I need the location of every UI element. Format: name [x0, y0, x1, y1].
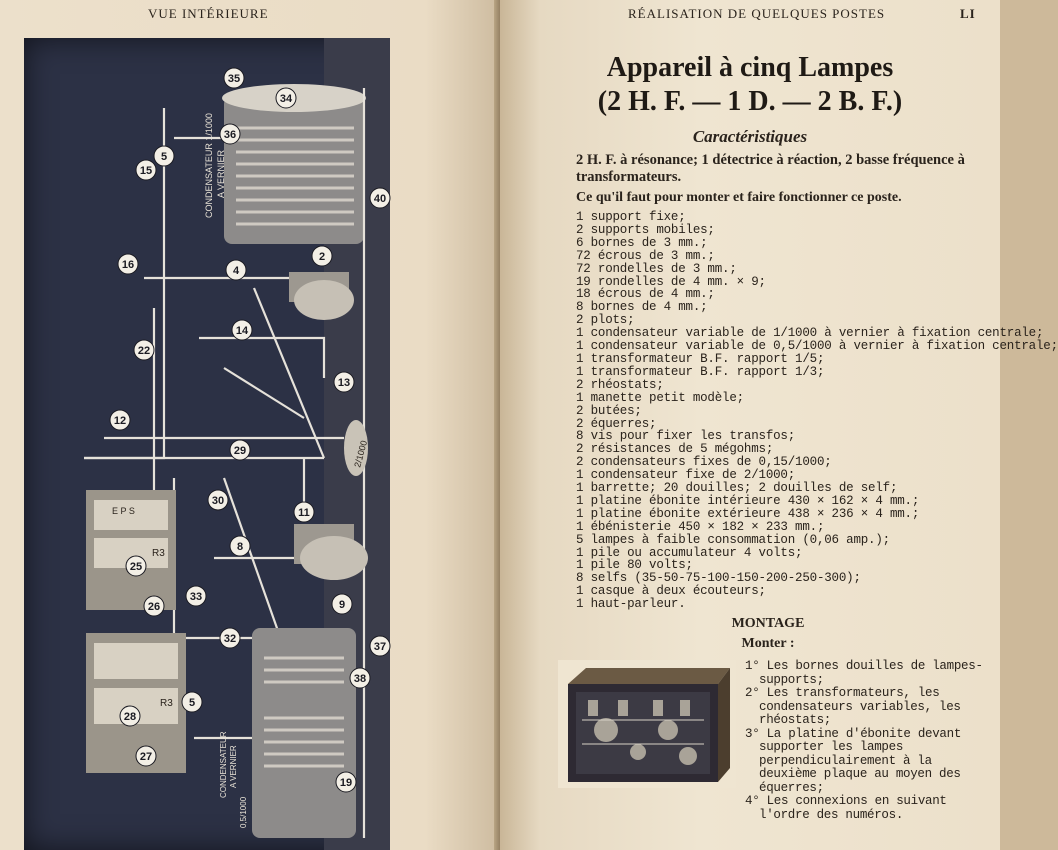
material-item: 19 rondelles de 4 mm. × 9;	[576, 274, 766, 289]
material-item: 72 écrous de 3 mm.;	[576, 248, 715, 263]
material-item: 1 pile 80 volts;	[576, 558, 693, 573]
assembly-steps	[745, 660, 990, 822]
callout-label: 8	[236, 541, 244, 553]
callout-number	[144, 596, 164, 616]
material-item: 1 condensateur variable de 1/1000 à vernier à fixation centrale;	[576, 326, 1044, 341]
callout-label: 19	[339, 777, 353, 789]
material-item: 1 pile ou accumulateur 4 volts;	[576, 545, 803, 560]
callout-label: 4	[232, 265, 240, 277]
callout-number	[226, 260, 246, 280]
transformer-bottom-id: R3	[160, 698, 173, 709]
material-item: 2 butées;	[576, 403, 642, 418]
material-item: 1 barrette; 20 douilles; 2 douilles de self;	[576, 481, 898, 496]
callout-label: 5	[188, 697, 196, 709]
callout-label: 25	[129, 561, 143, 573]
material-item: 1 condensateur variable de 0,5/1000 à vernier à fixation centrale;	[576, 339, 1058, 354]
characteristics-text: 2 H. F. à résonance; 1 détectrice à réaction, 2 basse fréquence à transformateurs.	[576, 152, 965, 185]
callout-number	[154, 146, 174, 166]
material-item: 2 équerres;	[576, 416, 657, 431]
callout-label: 28	[123, 711, 137, 723]
callout-number	[220, 124, 240, 144]
callout-number	[136, 746, 156, 766]
callout-label: 27	[139, 751, 153, 763]
callout-label: 40	[373, 193, 387, 205]
material-item: 2 résistances de 5 mégohms;	[576, 442, 774, 457]
callout-label: 26	[147, 601, 161, 613]
interior-photo	[24, 38, 390, 850]
callout-number	[186, 586, 206, 606]
transformer-bottom	[86, 633, 186, 773]
callout-number	[336, 772, 356, 792]
callout-label: 14	[235, 325, 249, 337]
callout-label: 22	[137, 345, 151, 357]
material-item: 2 rhéostats;	[576, 377, 664, 392]
callout-number	[230, 440, 250, 460]
callout-number	[232, 320, 252, 340]
material-item: 8 vis pour fixer les transfos;	[576, 429, 796, 444]
fixed-cap-label: 2/1000	[352, 439, 370, 469]
montage-heading: MONTAGE	[731, 616, 805, 631]
callout-label: 38	[353, 673, 367, 685]
callout-label: 37	[373, 641, 387, 653]
callout-number	[220, 628, 240, 648]
callout-number	[312, 246, 332, 266]
materials-list	[576, 211, 1058, 611]
callout-number	[118, 254, 138, 274]
rheostat-top	[289, 272, 354, 320]
callout-number	[294, 502, 314, 522]
callout-number	[136, 160, 156, 180]
callout-label: 12	[113, 415, 127, 427]
material-item: 1 platine ébonite intérieure 430 × 162 × 4 mm.;	[576, 493, 920, 508]
transformer-top-id: R3	[152, 548, 165, 559]
interior-photo-drawing	[24, 38, 390, 850]
callout-number	[350, 668, 370, 688]
characteristics-heading: Caractéristiques	[692, 127, 808, 146]
callout-number	[120, 706, 140, 726]
callout-number	[110, 410, 130, 430]
assembly-step: 2° Les transformateurs, les condensateurs variables, les rhéostats;	[745, 686, 961, 727]
callout-label: 30	[211, 495, 225, 507]
material-item: 2 condensateurs fixes de 0,15/1000;	[576, 455, 832, 470]
condenser-top-label: CONDENSATEUR 1/1000	[204, 113, 214, 218]
callout-number	[182, 692, 202, 712]
callout-label: 16	[121, 259, 135, 271]
callout-number	[276, 88, 296, 108]
condenser-bottom-label: CONDENSATEUR	[219, 731, 228, 798]
assembly-step: 1° Les bornes douilles de lampes-supports;	[745, 659, 983, 687]
material-item: 1 platine ébonite extérieure 438 × 236 × 4 mm.;	[576, 506, 920, 521]
callout-label: 36	[223, 129, 237, 141]
callout-number	[370, 636, 390, 656]
title-line-1: Appareil à cinq Lampes	[606, 52, 894, 83]
callout-number	[126, 556, 146, 576]
material-item: 8 selfs (35-50-75-100-150-200-250-300);	[576, 571, 861, 586]
title-line-2: (2 H. F. — 1 D. — 2 B. F.)	[597, 86, 903, 117]
material-item: 2 supports mobiles;	[576, 222, 715, 237]
material-item: 72 rondelles de 3 mm.;	[576, 261, 737, 276]
left-running-head: VUE INTÉRIEURE	[148, 6, 269, 21]
material-item: 1 support fixe;	[576, 210, 686, 224]
transformer-top	[86, 490, 176, 610]
material-item: 1 condensateur fixe de 2/1000;	[576, 468, 796, 483]
vernier-bottom-label: A VERNIER	[229, 745, 238, 788]
callout-number	[224, 68, 244, 88]
callout-label: 29	[233, 445, 247, 457]
callout-number	[334, 372, 354, 392]
assembly-step: 3° La platine d'ébonite devant supporter les lampes perpendiculairement à la deuxième plaque au moyen des équerres;	[745, 726, 962, 795]
callout-label: 15	[139, 165, 153, 177]
callout-number	[230, 536, 250, 556]
callout-label: 5	[160, 151, 168, 163]
material-item: 6 bornes de 3 mm.;	[576, 235, 708, 250]
material-item: 1 casque à deux écouteurs;	[576, 584, 766, 599]
right-running-head: RÉALISATION DE QUELQUES POSTES	[628, 6, 886, 21]
vernier-top-label: A VERNIER	[216, 149, 226, 198]
materials-heading: Ce qu'il faut pour monter et faire fonctionner ce poste.	[576, 190, 902, 205]
material-item: 1 transformateur B.F. rapport 1/3;	[576, 364, 825, 379]
radio-set-illustration	[558, 660, 736, 788]
variable-condenser-bottom	[219, 628, 356, 838]
monter-heading: Monter :	[741, 636, 795, 651]
material-item: 2 plots;	[576, 313, 635, 328]
material-item: 1 manette petit modèle;	[576, 390, 744, 405]
callout-label: 33	[189, 591, 203, 603]
material-item: 1 transformateur B.F. rapport 1/5;	[576, 351, 825, 366]
callout-number	[208, 490, 228, 510]
material-item: 1 ébénisterie 450 × 182 × 233 mm.;	[576, 519, 825, 534]
page-folio: LI	[960, 6, 976, 21]
callout-label: 13	[337, 377, 351, 389]
callout-label: 32	[223, 633, 237, 645]
transformer-top-letters: E P S	[112, 506, 135, 516]
callout-label: 35	[227, 73, 241, 85]
fraction-bottom-label: 0,5/1000	[239, 796, 248, 828]
callout-label: 2	[318, 251, 326, 263]
material-item: 1 haut-parleur.	[576, 597, 686, 612]
left-page	[0, 0, 500, 850]
callout-label: 11	[298, 507, 310, 519]
material-item: 5 lampes à faible consommation (0,06 amp.);	[576, 532, 890, 547]
callout-number	[134, 340, 154, 360]
callout-label: 9	[338, 599, 346, 611]
callout-number	[370, 188, 390, 208]
right-page	[500, 0, 1058, 850]
callout-label: 34	[279, 93, 293, 105]
material-item: 8 bornes de 4 mm.;	[576, 300, 708, 315]
callout-number	[332, 594, 352, 614]
material-item: 18 écrous de 4 mm.;	[576, 287, 715, 302]
assembly-step: 4° Les connexions en suivant l'ordre des numéros.	[745, 794, 947, 822]
